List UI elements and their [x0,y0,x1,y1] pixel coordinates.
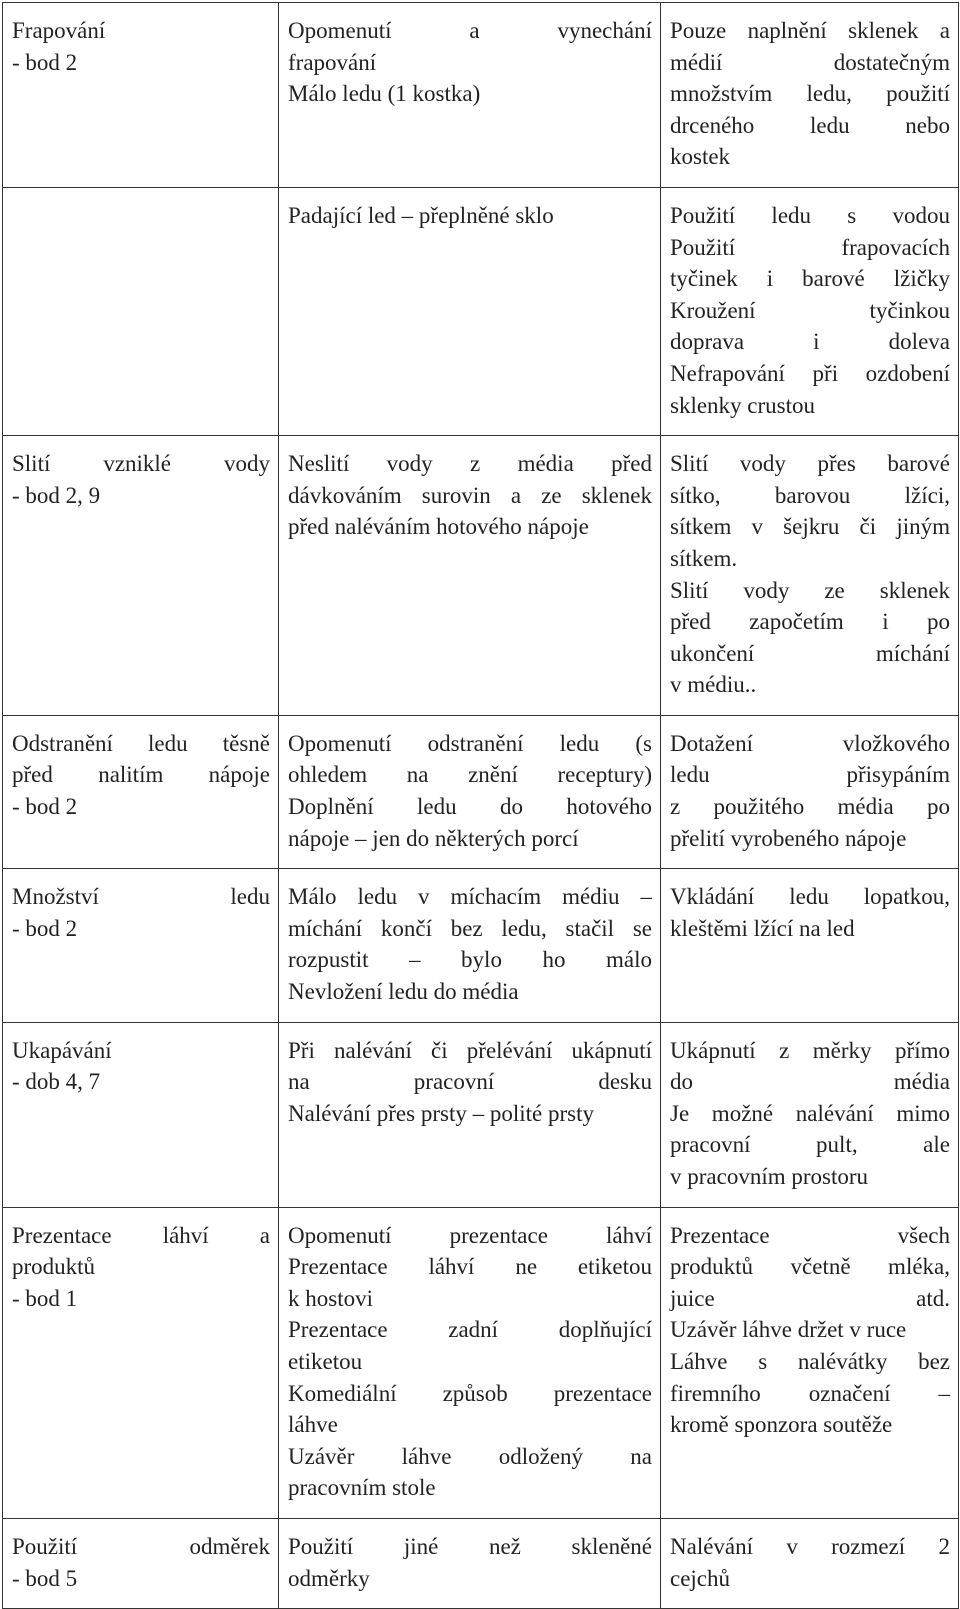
correct-cell [661,1207,959,1518]
error-cell [279,187,661,435]
cell-line: z použitého média po [670,794,950,820]
cell-line: míchání končí bez ledu, stačil se [288,915,652,941]
cell-line: Je možné nalévání mimo [670,1100,950,1126]
cell-line: kleštěmi lžící na led [670,915,855,941]
cell-line: Při nalévání či přelévání ukápnutí [288,1037,652,1063]
cell-line: Komediální způsob prezentace [288,1380,652,1406]
cell-line: cejchů [670,1565,731,1591]
cell-line: Množství ledu [12,884,270,910]
cell-line: Nalévání v rozmezí 2 [670,1533,950,1559]
cell-line: ohledem na znění receptury) [288,762,652,788]
correct-cell [661,869,959,1022]
cell-line: Prezentace zadní doplňující [288,1317,652,1343]
cell-line: - bod 2 [12,915,78,941]
cell-line: Uzávěr láhve odložený na [288,1443,652,1469]
error-cell [279,1022,661,1207]
cell-line: - bod 5 [12,1565,78,1591]
cell-line: Použití frapovacích [670,234,950,260]
cell-line: etiketou [288,1348,363,1374]
cell-line: - bod 2 [12,49,78,75]
cell-line: Pouze naplnění sklenek a [670,18,950,43]
cell-line: produktů včetně mléka, [670,1254,950,1280]
cell-line: před naléváním hotového nápoje [288,514,589,540]
cell-line: k hostovi [288,1285,373,1311]
cell-line: pracovním stole [288,1475,436,1501]
cell-line: Opomenutí prezentace láhví [288,1222,652,1248]
cell-line: Použití ledu s vodou [670,202,950,228]
cell-line: rozpustit – bylo ho málo [288,947,652,973]
cell-line: před nalitím nápoje [12,762,270,788]
correct-cell [661,3,959,188]
cell-line: Láhve s nalévátky bez [670,1348,950,1374]
criterion-cell [3,1207,279,1518]
criterion-cell [3,436,279,716]
cell-line: frapování [288,49,377,75]
cell-line: sklenky crustou [670,392,816,418]
criterion-cell [3,1022,279,1207]
table-row [3,869,959,1022]
cell-line: přelití vyrobeného nápoje [670,825,907,851]
cell-line: Použití jiné než skleněné [288,1533,652,1559]
criteria-table-body [3,3,959,1609]
cell-line: kromě sponzora soutěže [670,1412,893,1438]
cell-line: Opomenutí a vynechání [288,18,652,43]
table-row [3,187,959,435]
cell-line: firemního označení – [670,1380,950,1406]
cell-line: Ukapávání [12,1037,112,1063]
criterion-cell [3,1518,279,1608]
cell-line: v pracovním prostoru [670,1164,869,1189]
criterion-cell [3,187,279,435]
cell-line: sítkem v šejkru či jiným [670,514,950,540]
cell-line: Ukápnutí z měrky přímo [670,1037,950,1063]
cell-line: odměrky [288,1565,370,1591]
cell-line: Slití vzniklé vody [12,451,270,477]
correct-cell [661,715,959,868]
cell-line: Vkládání ledu lopatkou, [670,884,950,910]
cell-line: Málo ledu (1 kostka) [288,81,481,107]
correct-cell [661,1518,959,1608]
cell-line: Prezentace láhví ne etiketou [288,1254,652,1280]
cell-line: Nefrapování při ozdobení [670,360,950,386]
cell-line: Slití vody ze sklenek [670,577,950,603]
cell-line: drceného ledu nebo [670,112,950,138]
cell-line: - bod 2 [12,794,78,820]
cell-line: sítko, barovou lžíci, [670,482,950,508]
cell-line: médií dostatečným [670,49,950,75]
error-cell [279,1518,661,1608]
cell-line: Nalévání přes prsty – polité prsty [288,1100,594,1126]
table-row [3,1518,959,1608]
cell-line: Odstranění ledu těsně [12,730,270,756]
cell-line: ledu přisypáním [670,762,950,788]
cell-line: Použití odměrek [12,1533,270,1559]
correct-cell [661,436,959,716]
cell-line: - bod 1 [12,1285,78,1311]
cell-line: pracovní pult, ale [670,1132,950,1158]
cell-line: - dob 4, 7 [12,1069,101,1095]
table-row [3,715,959,868]
error-cell [279,1207,661,1518]
cell-line: Opomenutí odstranění ledu (s [288,730,652,756]
cell-line: kostek [670,144,731,170]
criterion-cell [3,3,279,188]
cell-line: sítkem. [670,545,738,571]
correct-cell [661,187,959,435]
cell-line: tyčinek i barové lžičky [670,266,950,292]
table-row [3,1022,959,1207]
cell-line: doprava i doleva [670,329,950,355]
correct-cell [661,1022,959,1207]
cell-line: před započetím i po [670,609,950,635]
table-row [3,436,959,716]
cell-line: Doplnění ledu do hotového [288,794,652,820]
cell-line: Frapování [12,18,106,43]
cell-line: v médiu.. [670,672,757,698]
criterion-cell [3,715,279,868]
cell-line: Neslití vody z média před [288,451,652,477]
cell-line: juice atd. [670,1285,950,1311]
cell-line: dávkováním surovin a ze sklenek [288,482,652,508]
cell-line: Padající led – přeplněné sklo [288,202,554,228]
error-cell [279,715,661,868]
cell-line: množstvím ledu, použití [670,81,950,107]
error-cell [279,869,661,1022]
cell-line: Málo ledu v míchacím médiu – [288,884,652,910]
cell-line: Prezentace láhví a [12,1222,270,1248]
cell-line: Kroužení tyčinkou [670,297,950,323]
cell-line: Slití vody přes barové [670,451,950,477]
cell-line: Prezentace všech [670,1222,950,1248]
cell-line: produktů [12,1254,96,1280]
cell-line: na pracovní desku [288,1069,652,1095]
error-cell [279,436,661,716]
table-row [3,3,959,188]
error-cell [279,3,661,188]
table-row [3,1207,959,1518]
cell-line: Nevložení ledu do média [288,979,519,1005]
criteria-table [2,2,959,1609]
cell-line: Dotažení vložkového [670,730,950,756]
cell-line: do média [670,1069,950,1095]
cell-line: nápoje – jen do některých porcí [288,825,579,851]
criterion-cell [3,869,279,1022]
cell-line: láhve [288,1412,338,1438]
cell-line: Uzávěr láhve držet v ruce [670,1317,907,1343]
cell-line: - bod 2, 9 [12,482,101,508]
cell-line: ukončení míchání [670,640,950,666]
